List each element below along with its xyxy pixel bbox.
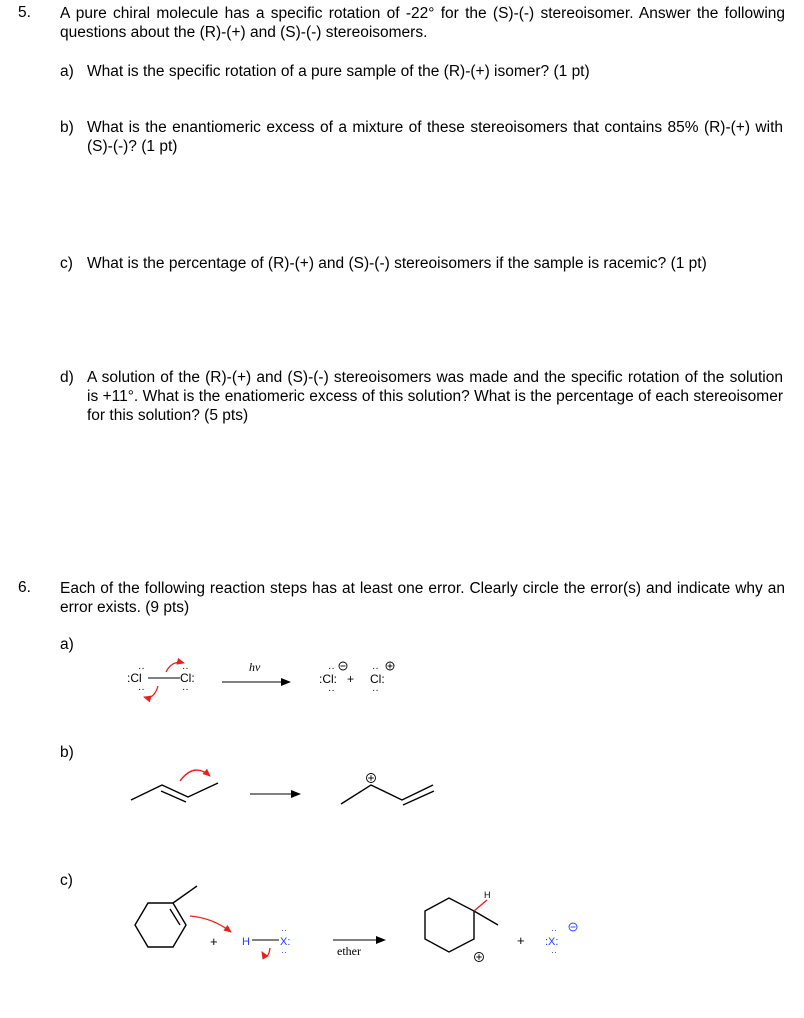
cyclohexyl-ring [425, 898, 474, 952]
question-5a-label: a) [60, 63, 74, 80]
halide-anion [545, 923, 577, 957]
question-5b-label: b) [60, 119, 74, 136]
lone-pair-dots: ·· [551, 925, 557, 935]
curved-arrow-down [144, 686, 158, 698]
lone-pair-dots: ·· [281, 947, 287, 957]
reaction-c-reactant [135, 886, 290, 957]
lone-pair-dots: ·· [281, 925, 287, 935]
curved-arrow-from-bond [262, 948, 270, 956]
reaction-a-condition: hv [249, 660, 261, 674]
lone-pair-dots: ·· [328, 663, 335, 674]
product-a-1: :Cl: [319, 672, 337, 686]
question-5c-label: c) [60, 255, 73, 272]
lone-pair-dots: ·· [551, 947, 557, 957]
methyl-bond [173, 886, 197, 903]
reaction-b-product [341, 774, 434, 806]
question-6-number: 6. [18, 579, 31, 596]
lone-pair-dots: ·· [182, 684, 189, 695]
reaction-c-x-atom: X: [280, 936, 291, 948]
question-6a-label: a) [60, 636, 74, 653]
question-5c-text: What is the percentage of (R)-(+) and (S)-(-) stereoisomers if the sample is racemic? (1 pt) [87, 255, 707, 272]
product-c-h: H [484, 890, 491, 900]
lone-pair-dots: ·· [328, 685, 335, 696]
lone-pair-dots: ·· [182, 663, 189, 674]
cyclohexene-ring [135, 903, 186, 947]
reactant-a-left-atom: :Cl [127, 671, 142, 685]
question-5a-text: What is the specific rotation of a pure sample of the (R)-(+) isomer? (1 pt) [87, 63, 590, 80]
question-5-number: 5. [18, 4, 31, 21]
reaction-c-anion: :X: [545, 936, 559, 948]
lone-pair-dots: ·· [138, 684, 145, 695]
lone-pair-dots: ·· [138, 663, 145, 674]
curved-arrow-to-h [190, 916, 231, 932]
reaction-a-reactant [127, 662, 195, 697]
question-6b-label: b) [60, 744, 74, 761]
question-6-text: Each of the following reaction steps has at least one error. Clearly circle the error(s) and indicate why an error exists. (9 pts) [60, 580, 785, 616]
reaction-a [127, 660, 394, 698]
allylic-chain [341, 785, 433, 804]
reaction-c-plus-1: + [210, 934, 218, 949]
reaction-c-plus-2: + [517, 933, 525, 948]
question-5b-text: What is the enantiomeric excess of a mixture of these stereoisomers that contains 85% (R)-(+) with (S)-(-)? (1 pt) [87, 119, 783, 155]
question-5d-label: d) [60, 369, 74, 386]
double-bond-line [161, 791, 186, 802]
question-5-text: A pure chiral molecule has a specific rotation of -22° for the (S)-(-) stereoisomer. Answer the following questions about the (R)-(+) and (S)-(-) stereoisomers. [60, 5, 785, 41]
question-5d-text: A solution of the (R)-(+) and (S)-(-) stereoisomers was made and the specific rotation of the solution is +11°. What is the enatiomeric excess of this solution? What is the percentage of each stereoisomer for this solution? (5 pts) [87, 369, 783, 424]
reaction-c-condition: ether [337, 944, 361, 958]
product-a-2: Cl: [370, 672, 385, 686]
reaction-c [135, 886, 577, 962]
c-h-bond [474, 900, 487, 911]
product-a-plus: + [347, 672, 355, 686]
reaction-c-product [425, 890, 498, 962]
methyl-bond [474, 911, 498, 925]
reaction-a-products [319, 662, 394, 696]
lone-pair-dots: ·· [372, 685, 379, 696]
lone-pair-dots: ·· [372, 663, 379, 674]
reaction-b [131, 770, 434, 805]
curved-arrow [180, 770, 210, 781]
question-6c-label: c) [60, 872, 73, 889]
reaction-b-reactant [131, 770, 218, 802]
reactant-a-right-atom: Cl: [180, 671, 195, 685]
reaction-c-h-atom: H [242, 936, 250, 948]
